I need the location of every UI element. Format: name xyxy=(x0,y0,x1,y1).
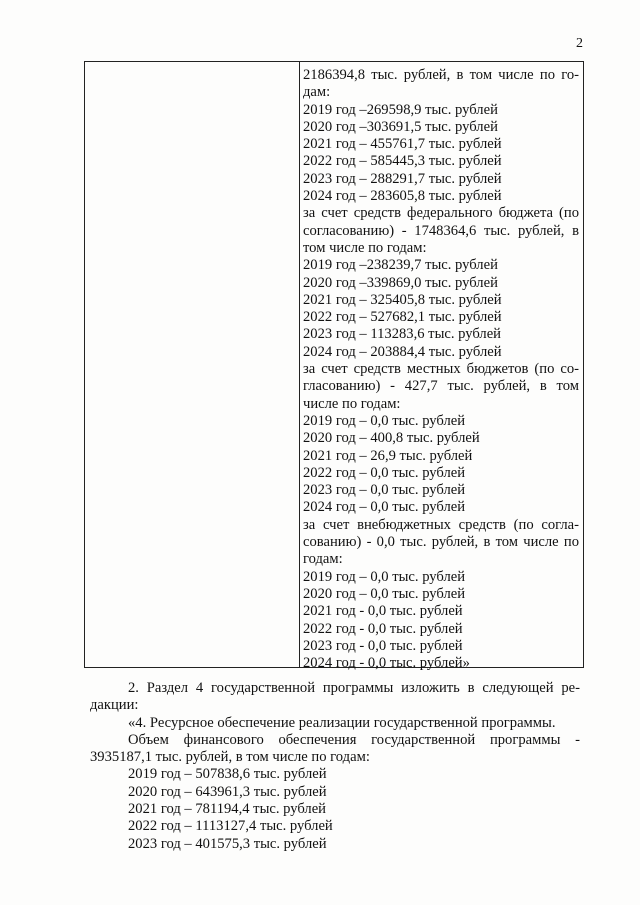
table-line: 2023 год – 0,0 тыс. рублей xyxy=(303,482,466,499)
table-line: 2023 год - 0,0 тыс. рублей xyxy=(303,637,463,654)
table-line: 2021 год – 26,9 тыс. рублей xyxy=(303,447,473,464)
table-line: дам: xyxy=(303,84,331,101)
table-right-cell xyxy=(303,67,579,672)
table-line: 2021 год – 325405,8 тыс. рублей xyxy=(303,291,502,308)
year-line: 2023 год – 401575,3 тыс. рублей xyxy=(128,835,327,852)
paragraph-3-line: Объем финансового обеспечения государственной программы - xyxy=(128,731,580,748)
table-line: 2022 год – 527682,1 тыс. рублей xyxy=(303,309,502,326)
year-line: 2020 год – 643961,3 тыс. рублей xyxy=(128,783,327,800)
table-line: сованию) - 0,0 тыс. рублей, в том числе по xyxy=(303,534,579,551)
paragraph-2-line: 2. Раздел 4 государственной программы изложить в следующей ре- xyxy=(128,680,580,696)
section-heading: «4. Ресурсное обеспечение реализации государственной программы. xyxy=(128,714,556,731)
table-line: 2024 год – 283605,8 тыс. рублей xyxy=(303,188,502,205)
table-line: 2022 год – 585445,3 тыс. рублей xyxy=(303,153,502,170)
table-line: за счет внебюджетных средств (по согла- xyxy=(303,516,579,533)
paragraph-3-line: 3935187,1 тыс. рублей, в том числе по годам: xyxy=(90,749,370,766)
table-line: 2021 год - 0,0 тыс. рублей xyxy=(303,603,463,620)
table-line: согласованию) - 1748364,6 тыс. рублей, в xyxy=(303,222,579,239)
table-line: гласованию) - 427,7 тыс. рублей, в том xyxy=(303,378,579,395)
table-line: 2022 год – 0,0 тыс. рублей xyxy=(303,464,466,481)
table-line: 2024 год - 0,0 тыс. рублей» xyxy=(303,655,470,672)
table-line: 2020 год –303691,5 тыс. рублей xyxy=(303,118,498,135)
table-line: 2020 год –339869,0 тыс. рублей xyxy=(303,274,498,291)
table-line: 2023 год – 288291,7 тыс. рублей xyxy=(303,170,502,187)
table-line: 2020 год – 0,0 тыс. рублей xyxy=(303,585,466,602)
table-line: годам: xyxy=(303,551,343,568)
table-line: 2019 год – 0,0 тыс. рублей xyxy=(303,568,466,585)
table-line: за счет средств местных бюджетов (по со- xyxy=(303,361,579,378)
table-line: 2024 год – 0,0 тыс. рублей xyxy=(303,499,466,516)
table-line: числе по годам: xyxy=(303,395,401,412)
table-line: 2023 год – 113283,6 тыс. рублей xyxy=(303,326,501,343)
table-line: за счет средств федерального бюджета (по xyxy=(303,205,579,222)
table-line: 2024 год – 203884,4 тыс. рублей xyxy=(303,343,502,360)
table-line: том числе по годам: xyxy=(303,239,427,256)
table-line: 2021 год – 455761,7 тыс. рублей xyxy=(303,136,502,153)
document-body xyxy=(90,680,580,853)
table-column-divider xyxy=(299,62,300,667)
year-line: 2019 год – 507838,6 тыс. рублей xyxy=(128,766,327,783)
table-line: 2019 год –269598,9 тыс. рублей xyxy=(303,101,498,118)
table-line: 2186394,8 тыс. рублей, в том числе по го- xyxy=(303,67,579,83)
year-line: 2021 год – 781194,4 тыс. рублей xyxy=(128,801,326,818)
table-line: 2022 год - 0,0 тыс. рублей xyxy=(303,620,463,637)
table-line: 2020 год – 400,8 тыс. рублей xyxy=(303,430,480,447)
page-number: 2 xyxy=(576,36,583,51)
table-line: 2019 год – 0,0 тыс. рублей xyxy=(303,412,466,429)
table-line: 2019 год –238239,7 тыс. рублей xyxy=(303,257,498,274)
year-line: 2022 год – 1113127,4 тыс. рублей xyxy=(128,818,333,835)
paragraph-2-line: дакции: xyxy=(90,697,139,714)
funding-table xyxy=(84,61,584,672)
